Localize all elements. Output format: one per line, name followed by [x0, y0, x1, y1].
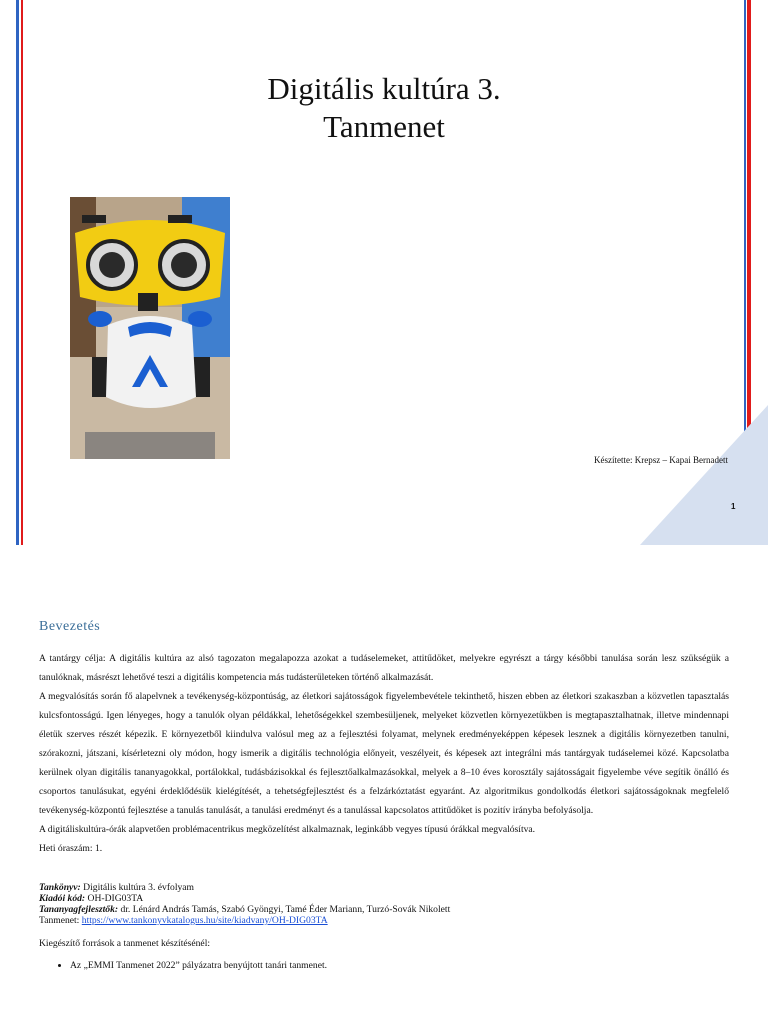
textbook-value: Digitális kultúra 3. évfolyam [83, 882, 195, 893]
textbook-row [39, 882, 729, 893]
developers-row [39, 904, 729, 915]
title-line-2: Tanmenet [323, 109, 445, 144]
publisher-code-label: Kiadói kód: [39, 893, 86, 904]
paragraph: A tantárgy célja: A digitális kultúra az alsó tagozaton megalapozza azokat a tudáselemeket, attitűdöket, melyekre egyrészt a tárgy későbbi tanulása során lesz szükségük a tanulóknak, másrészt lehetővé teszi a digitális kompetencia más tudásterületeken történő alkalmazását. [39, 653, 729, 683]
sources-title: Kiegészítő források a tanmenet készítésénél: [39, 938, 211, 949]
list-item: • Az „EMMI Tanmenet 2022” pályázatra benyújtott tanári tanmenet. [70, 960, 327, 971]
section-heading: Bevezetés [39, 619, 101, 634]
title-line-1: Digitális kultúra 3. [267, 71, 501, 106]
paragraph: A digitáliskultúra-órák alapvetően problémacentrikus megközelítést alkalmaznak, leginkább vegyes típusú órákkal megvalósítva. [39, 824, 536, 835]
author-line: Készítette: Krepsz – Kapai Bernadett [594, 455, 728, 465]
textbook-label: Tankönyv: [39, 882, 81, 893]
page-number: 1 [731, 502, 736, 511]
textbook-info [39, 882, 729, 926]
sources-list [56, 960, 327, 971]
cover-title [0, 70, 768, 146]
developers-label: Tananyagfejlesztők: [39, 904, 119, 915]
developers-value: dr. Lénárd András Tamás, Szabó Gyöngyi, Tamé Éder Mariann, Turzó-Sovák Nikolett [120, 904, 451, 915]
syllabus-label: Tanmenet: [39, 915, 80, 926]
syllabus-link[interactable]: https://www.tankonyvkatalogus.hu/site/kiadvany/OH-DIG03TA [81, 915, 328, 926]
publisher-code-value: OH-DIG03TA [87, 893, 144, 904]
intro-page [0, 545, 768, 1024]
intro-body [39, 649, 729, 858]
paragraph: A megvalósítás során fő alapelvnek a tevékenység-központúság, az életkori sajátosságok figyelembevétele tekinthető, hiszen ebben az életkori szakaszban a közvetlen tapasztalás kulcsfontosságú. Igen lényeges, hogy a tanulók olyan példákkal, lehetőségekkel szembesüljenek, melyeket közvetlen környezetükben is megtapasztalhatnak, illetve mindennapi életük szerves részét képezik. E környezetből kiindulva valósul meg az a fejlesztési folyamat, melynek eredményeképpen képesek lesznek a digitális környezetben tanulni, szórakozni, játszani, kísérletezni oly módon, hogy ismerik a digitális technológia előnyeit, veszélyeit, és képesek azt integrálni más tantárgyak tudáselemei közé. Kapcsolatba kerülnek olyan digitális tananyagokkal, portálokkal, tudásbázisokkal és fejlesztőalkalmazásokkal, melyek a 8–10 éves korosztály sajátosságait figyelembe véve segítik önálló és csoportos tanulásukat, egyéni érdeklődésük kielégítését, a tehetségfejlesztést és a felzárkóztatást egyaránt. Az algoritmikus gondolkodás életkori sajátosságoknak megfelelő tevékenység-központú fejlesztése a tanulás tanulását, a tanulási eredményt és a tanulással kapcsolatos attitűdöket is pozitív irányba befolyásolja. [39, 691, 729, 816]
paragraph: Heti óraszám: 1. [39, 843, 103, 854]
publisher-code-row [39, 893, 729, 904]
robot-photo [70, 197, 230, 459]
syllabus-row [39, 915, 729, 926]
